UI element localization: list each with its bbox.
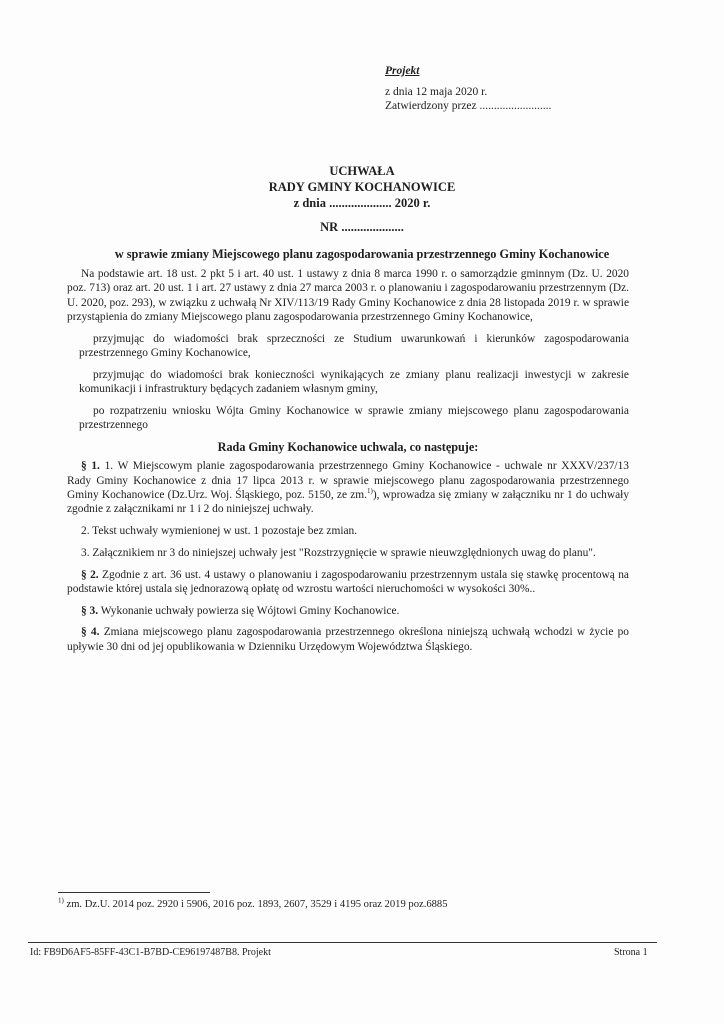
draft-date: z dnia 12 maja 2020 r. [385,86,488,98]
resolution-subject: w sprawie zmiany Miejscowego planu zagospodarowania przestrzennego Gminy Kochanowice [114,247,610,261]
section-3 [67,604,629,618]
preamble-clause-3: po rozpatrzeniu wniosku Wójta Gminy Kochanowice w sprawie zmiany miejscowego planu zagospodarowania przestrzennego [79,404,629,432]
preamble-legal-basis: Na podstawie art. 18 ust. 2 pkt 5 i art. 40 ust. 1 ustawy z dnia 8 marca 1990 r. o samorządzie gminnym (Dz. U. 2020 poz. 713) oraz art. 20 ust. 1 i art. 27 ustawy z dnia 27 marca 2003 r. o planowaniu i zagospodarowaniu przestrzennym (Dz. U. 2020, poz. 293), w związku z uchwałą Nr XIV/113/19 Rady Gminy Kochanowice z dnia 28 listopada 2019 r. w sprawie przystąpienia do zmiany Miejscowego planu zagospodarowania przestrzennego Gminy Kochanowice, [67,268,629,323]
section-1-paragraph-3: 3. Załącznikiem nr 3 do niniejszej uchwały jest "Rozstrzygnięcie w sprawie nieuwzględnionych uwag do planu". [81,546,596,559]
section-3-text: Wykonanie uchwały powierza się Wójtowi Gminy Kochanowice. [98,604,400,617]
footer-separator [28,942,657,943]
resolves-heading: Rada Gminy Kochanowice uchwala, co następuje: [217,439,479,454]
section-3-label: § 3. [81,604,99,617]
section-4 [67,625,629,654]
draft-header [385,64,551,113]
footnote-text: zm. Dz.U. 2014 poz. 2920 i 5906, 2016 poz. 1893, 2607, 3529 i 4195 oraz 2019 poz.6885 [63,899,448,910]
footnote [58,898,448,911]
preamble-clause-2: przyjmując do wiadomości brak konieczności wynikających ze zmiany planu realizacji inwestycji w zakresie komunikacji i infrastruktury będących zadaniem własnym gminy, [79,368,629,396]
section-1-text: 1. W Miejscowym planie zagospodarowania przestrzennego Gminy Kochanowice - uchwale nr XXXV/237/13 Rady Gminy Kochanowice z dnia 17 lipca 2013 r. w sprawie miejscowego planu zagospodarowania przestrzennego Gminy Kochanowice (Dz.Urz. Woj. Śląskiego, poz. 5150, ze zm. [67,460,629,501]
footnote-marker: 1) [58,896,64,905]
section-4-text: Zmiana miejscowego planu zagospodarowania przestrzennego określona niniejszą uchwałą wchodzi w życie po upływie 30 dni od jej opublikowania w Dzienniku Urzędowym Województwa Śląskiego. [67,626,629,653]
draft-label: Projekt [385,65,420,77]
footnote-separator [58,892,210,893]
section-1-paragraph-1 [67,459,629,516]
title-date: z dnia .................... 2020 r. [293,196,431,210]
preamble-clause-1: przyjmując do wiadomości brak sprzeczności ze Studium uwarunkowań i kierunków zagospodarowania przestrzennego Gminy Kochanowice, [79,332,629,359]
resolution-body [67,267,629,662]
section-2 [67,568,629,597]
footnote-ref[interactable]: 1) [366,487,373,496]
approved-by: Zatwierdzony przez ......................... [385,100,552,112]
section-4-label: § 4. [81,626,100,639]
title-line-2: RADY GMINY KOCHANOWICE [268,180,456,194]
title-number: NR .................... [320,220,404,234]
section-1-paragraph-2: 2. Tekst uchwały wymienionej w ust. 1 pozostaje bez zmian. [81,524,358,537]
resolution-title [0,163,724,262]
section-1-text-tail: ), wprowadza się zmiany w załączniku nr 1 do uchwały zgodnie z załącznikami nr 1 i 2 do niniejszej uchwały. [67,488,630,516]
page-number: Strona 1 [614,947,648,958]
section-1-label: § 1. [81,460,100,473]
section-2-text: Zgodnie z art. 36 ust. 4 ustawy o planowaniu i zagospodarowaniu przestrzennym ustala się stawkę procentową na podstawie której ustala się jednorazową opłatę od wzrostu wartości nieruchomości w wysokości 30%.. [67,568,629,595]
document-id: Id: FB9D6AF5-85FF-43C1-B7BD-CE96197487B8. Projekt [30,947,271,958]
title-line-1: UCHWAŁA [329,164,395,178]
section-2-label: § 2. [81,568,99,581]
